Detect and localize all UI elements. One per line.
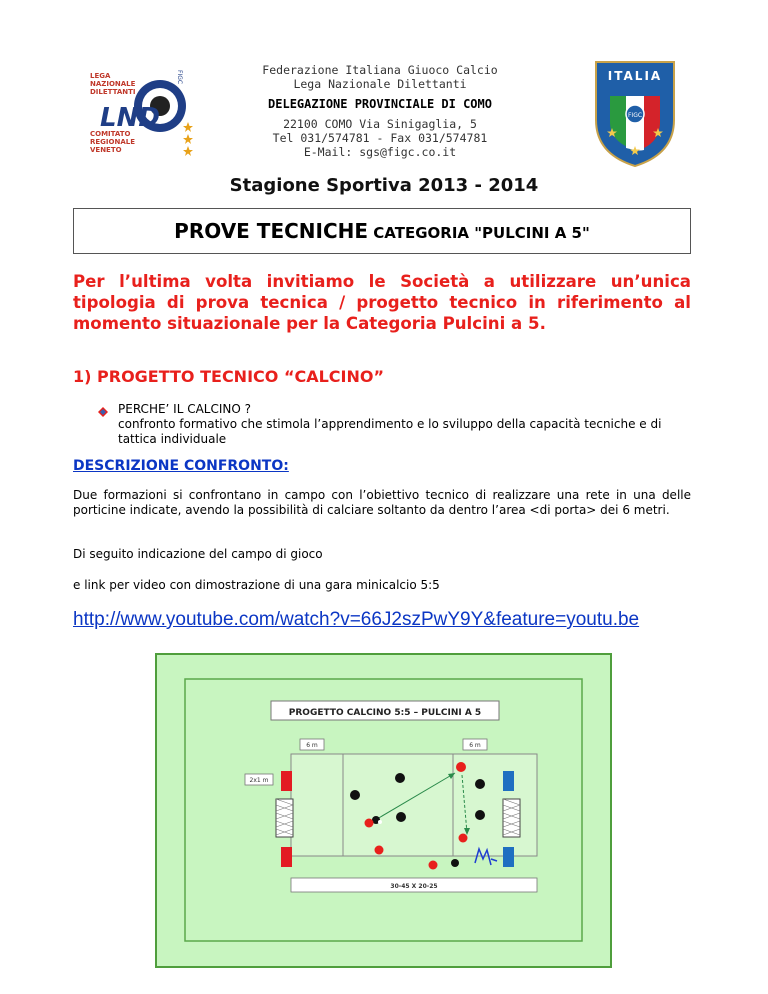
delegation: DELEGAZIONE PROVINCIALE DI COMO: [268, 97, 492, 111]
diagram-title: PROGETTO CALCINO 5:5 – PULCINI A 5: [288, 708, 482, 718]
italia-badge: [592, 58, 678, 168]
description-heading[interactable]: DESCRIZIONE CONFRONTO:: [73, 458, 289, 474]
email: E-Mail: sgs@figc.co.it: [303, 145, 457, 159]
area-left-label: 6 m: [306, 742, 318, 749]
italia-badge-center: FIGC: [627, 112, 643, 119]
lnd-logo: [88, 68, 198, 168]
video-link[interactable]: http://www.youtube.com/watch?v=66J2szPwY9Y&feature=youtu.be: [73, 609, 640, 630]
address: 22100 COMO Via Sinigaglia, 5: [283, 117, 477, 131]
video-line: e link per video con dimostrazione di una gara minicalcio 5:5: [73, 578, 440, 592]
lnd-logo-line: NAZIONALE: [90, 80, 136, 88]
bullet-title: PERCHE’ IL CALCINO ?: [118, 402, 252, 416]
title-sub: CATEGORIA "PULCINI A 5": [368, 224, 590, 242]
lnd-logo-line: REGIONALE: [90, 138, 135, 146]
title-box: [73, 208, 691, 254]
field-size-label: 30-45 X 20-25: [390, 883, 438, 890]
org-line-1: Federazione Italiana Giuoco Calcio: [262, 63, 498, 77]
lnd-logo-line: LEGA: [90, 72, 111, 80]
title-main: PROVE TECNICHE: [174, 219, 369, 243]
lnd-logo-side: FIGC: [176, 70, 183, 85]
lnd-logo-line: VENETO: [90, 146, 122, 154]
lnd-mark: LND: [100, 103, 160, 133]
field-diagram: [155, 653, 612, 968]
season-title: Stagione Sportiva 2013 - 2014: [229, 175, 539, 196]
description-text: Due formazioni si confrontano in campo con l’obiettivo tecnico di realizzare una rete in una delle porticine indicate, avendo la possibilità di calciare soltanto da dentro l’area <di porta> dei 6 metri.: [73, 488, 691, 517]
area-right-label: 6 m: [469, 742, 481, 749]
bullet-icon: [97, 403, 109, 415]
field-line: Di seguito indicazione del campo di gioco: [73, 547, 323, 561]
section-heading: 1) PROGETTO TECNICO “CALCINO”: [73, 367, 384, 386]
org-line-2: Lega Nazionale Dilettanti: [293, 77, 467, 91]
italia-badge-title: ITALIA: [607, 69, 663, 83]
intro-paragraph: Per l’ultima volta invitiamo le Società a utilizzare un’unica tipologia di prova tecnica / progetto tecnico in riferimento al momento situazionale per la Categoria Pulcini a 5.: [73, 272, 691, 333]
lnd-logo-line: DILETTANTI: [90, 88, 136, 96]
lnd-logo-line: COMITATO: [90, 130, 131, 138]
goal-label: 2x1 m: [249, 777, 269, 784]
phone: Tel 031/574781 - Fax 031/574781: [272, 131, 488, 145]
bullet-text: confronto formativo che stimola l’apprendimento e lo sviluppo della capacità tecniche e di tattica individuale: [118, 417, 662, 446]
